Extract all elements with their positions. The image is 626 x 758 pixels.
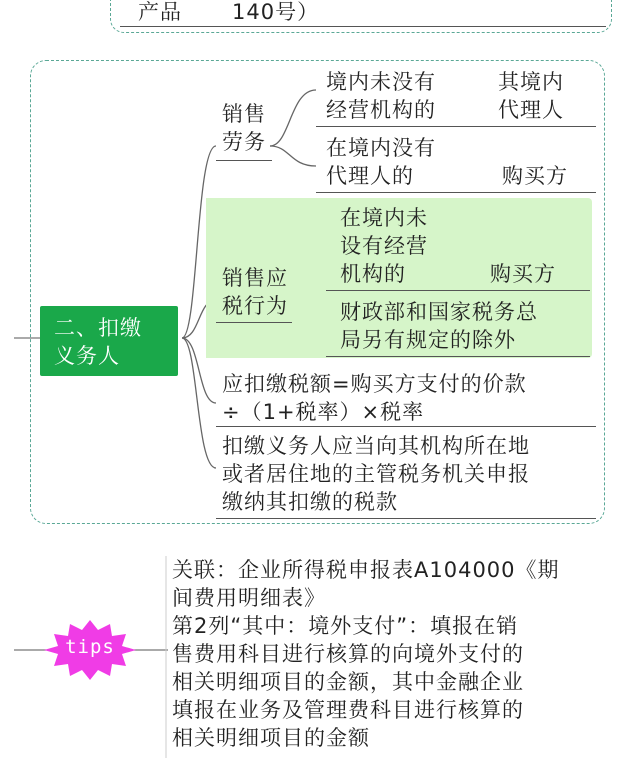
taxable-result-1: 购买方 bbox=[490, 262, 556, 286]
services-condition-1: 境内未没有 经营机构的 bbox=[326, 70, 436, 122]
services-condition-2: 在境内没有 代理人的 bbox=[326, 136, 436, 188]
withholding-agent-node[interactable]: 二、扣缴 义务人 bbox=[40, 306, 178, 376]
tips-badge[interactable] bbox=[44, 620, 136, 680]
previous-section-label: 产品 bbox=[138, 0, 182, 24]
declaration-underline bbox=[216, 518, 596, 519]
taxable-condition-1: 在境内未 设有经营 机构的 bbox=[340, 206, 428, 286]
tips-column-text: 第2列“其中：境外支付”：填报在销 售费用科目进行核算的向境外支付的 相关明细项目的金额，其中金融企业 填报在业务及管理费科目进行核算的 相关明细项目的金额 bbox=[172, 614, 524, 750]
declaration-text: 扣缴义务人应当向其机构所在地 或者居住地的主管税务机关申报 缴纳其扣缴的税款 bbox=[222, 434, 530, 514]
services-item-2-underline bbox=[316, 192, 596, 193]
tips-related-text: 关联：企业所得税申报表A104000《期 间费用明细表》 bbox=[172, 558, 560, 610]
taxable-item-1-underline bbox=[326, 290, 590, 291]
taxable-label: 销售应 税行为 bbox=[222, 266, 288, 318]
services-result-1: 其境内 代理人 bbox=[498, 70, 564, 122]
tips-badge-label: tips bbox=[65, 636, 115, 658]
services-result-2: 购买方 bbox=[502, 164, 568, 188]
formula-underline bbox=[216, 426, 596, 427]
taxable-underline bbox=[216, 322, 292, 323]
sales-services-underline bbox=[216, 160, 272, 161]
withholding-formula: 应扣缴税额=购买方支付的价款 ÷（1+税率）×税率 bbox=[222, 372, 527, 424]
taxable-item-2-underline bbox=[326, 356, 590, 357]
taxable-condition-2: 财政部和国家税务总 局另有规定的除外 bbox=[340, 300, 538, 352]
services-item-1-underline bbox=[316, 126, 596, 127]
previous-section-value: 140号） bbox=[232, 0, 320, 24]
sales-services-label: 销售 劳务 bbox=[222, 102, 266, 154]
